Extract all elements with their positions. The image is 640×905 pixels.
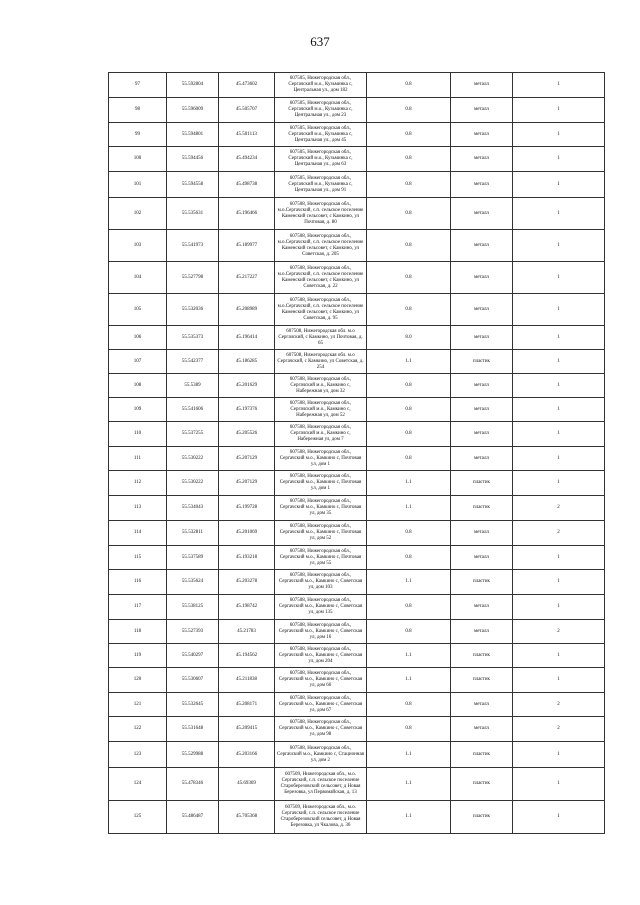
table-row (109, 595, 605, 620)
address-cell: 607508, Нижегородская обл., Сергачский м.о., Камкино с, Советская ул, дом 135 (275, 595, 367, 620)
longitude-cell: 45.189977 (219, 230, 275, 262)
table-row (109, 374, 605, 398)
count-cell: 2 (513, 496, 605, 521)
address-cell: 607508, Нижегородская обл., м.о.Сергачский, с.п. сельское поселение Каменский сельсовет, с Камкино, ул Советская, д. 95 (275, 294, 367, 326)
row-number: 109 (109, 398, 167, 422)
latitude-cell: 55.592804 (167, 73, 219, 98)
table-row (109, 147, 605, 172)
address-cell: 607508, Нижегородская обл., Сергачский м.о., Камкино с, Советская ул, дом 16 (275, 620, 367, 644)
table-row (109, 294, 605, 326)
table-row (109, 644, 605, 668)
material-cell: металл (451, 717, 513, 742)
count-cell: 1 (513, 447, 605, 471)
address-cell: 607505, Нижегородская обл., Сергачский м.о., Кузьминка с, Центральная ул., дом 45 (275, 123, 367, 147)
material-cell: пластик (451, 668, 513, 693)
row-number: 100 (109, 147, 167, 172)
material-cell: металл (451, 521, 513, 546)
count-cell: 1 (513, 471, 605, 496)
row-number: 101 (109, 172, 167, 198)
count-cell: 1 (513, 326, 605, 350)
longitude-cell: 45.197376 (219, 398, 275, 422)
material-cell: металл (451, 294, 513, 326)
volume-cell: 0.8 (367, 398, 451, 422)
volume-cell: 1.1 (367, 801, 451, 834)
count-cell: 1 (513, 172, 605, 198)
address-cell: 607508, Нижегородская обл., м.о.Сергачский, с.п. сельское поселение Каменский сельсовет, с Камкино, ул Советская, д. 205 (275, 230, 367, 262)
count-cell: 1 (513, 570, 605, 595)
row-number: 123 (109, 742, 167, 768)
latitude-cell: 55.527393 (167, 620, 219, 644)
latitude-cell: 55.541973 (167, 230, 219, 262)
row-number: 118 (109, 620, 167, 644)
volume-cell: 1.1 (367, 496, 451, 521)
volume-cell: 1.1 (367, 570, 451, 595)
row-number: 99 (109, 123, 167, 147)
table-row (109, 546, 605, 570)
count-cell: 2 (513, 693, 605, 717)
table-body (109, 73, 605, 834)
material-cell: металл (451, 262, 513, 294)
count-cell: 1 (513, 742, 605, 768)
count-cell: 1 (513, 422, 605, 447)
row-number: 106 (109, 326, 167, 350)
latitude-cell: 55.596009 (167, 98, 219, 123)
row-number: 113 (109, 496, 167, 521)
row-number: 122 (109, 717, 167, 742)
row-number: 117 (109, 595, 167, 620)
longitude-cell: 45.205526 (219, 422, 275, 447)
row-number: 119 (109, 644, 167, 668)
address-cell: 607508, Нижегородская обл., Сергачский м.о., Камкино с, Почтовая ул, дом 1 (275, 447, 367, 471)
longitude-cell: 45.69369 (219, 768, 275, 801)
longitude-cell: 45.186285 (219, 350, 275, 374)
volume-cell: 8.0 (367, 326, 451, 350)
volume-cell: 0.8 (367, 123, 451, 147)
volume-cell: 0.8 (367, 693, 451, 717)
volume-cell: 1.1 (367, 350, 451, 374)
material-cell: пластик (451, 742, 513, 768)
volume-cell: 0.8 (367, 717, 451, 742)
row-number: 105 (109, 294, 167, 326)
count-cell: 1 (513, 768, 605, 801)
longitude-cell: 45.498738 (219, 172, 275, 198)
longitude-cell: 45.473602 (219, 73, 275, 98)
count-cell: 1 (513, 262, 605, 294)
volume-cell: 0.8 (367, 546, 451, 570)
longitude-cell: 45.207129 (219, 471, 275, 496)
volume-cell: 0.8 (367, 198, 451, 230)
material-cell: металл (451, 447, 513, 471)
longitude-cell: 45.207129 (219, 447, 275, 471)
table-row (109, 262, 605, 294)
row-number: 103 (109, 230, 167, 262)
table-row (109, 620, 605, 644)
latitude-cell: 55.531648 (167, 717, 219, 742)
row-number: 112 (109, 471, 167, 496)
address-cell: 607508, Нижегородская обл., Сергачский м.о., Камкино с, Советская ул, дом 103 (275, 570, 367, 595)
address-cell: 607508, Нижегородская обл., Сергачский м.о., Камкино с, Почтовая ул, дом 55 (275, 546, 367, 570)
latitude-cell: 55.532811 (167, 521, 219, 546)
longitude-cell: 45.201069 (219, 521, 275, 546)
address-cell: 607508, Нижегородская обл., Сергачский м.о., Камкино с, Почтовая ул, дом 52 (275, 521, 367, 546)
latitude-cell: 55.530607 (167, 668, 219, 693)
longitude-cell: 45.203278 (219, 570, 275, 595)
table-row (109, 521, 605, 546)
material-cell: металл (451, 374, 513, 398)
address-cell: 607509, Нижегородская обл., м.о. Сергачский, с.п. сельское поселение Староберезовский сельсовет, д Новая Березовка, ул Чкалова, д. 36 (275, 801, 367, 834)
count-cell: 2 (513, 620, 605, 644)
latitude-cell: 55.594456 (167, 147, 219, 172)
material-cell: металл (451, 230, 513, 262)
row-number: 111 (109, 447, 167, 471)
row-number: 115 (109, 546, 167, 570)
address-cell: 607508, Нижегородская обл., м.о.Сергачский, с.п. сельское поселение Каменский сельсовет, с Камкино, ул Почтовая, д. 80 (275, 198, 367, 230)
latitude-cell: 55.538125 (167, 595, 219, 620)
address-cell: 607509, Нижегородская обл., м.о. Сергачский, с.п. сельское поселение Староберезовский сельсовет, д Новая Березовка, ул Первомайская, д. 13 (275, 768, 367, 801)
table-row (109, 398, 605, 422)
volume-cell: 0.8 (367, 422, 451, 447)
material-cell: пластик (451, 496, 513, 521)
table-row (109, 350, 605, 374)
longitude-cell: 45.494234 (219, 147, 275, 172)
latitude-cell: 55.535373 (167, 326, 219, 350)
row-number: 120 (109, 668, 167, 693)
address-cell: 607505, Нижегородская обл., Сергачский м.о., Кузьминка с, Центральная ул., дом 63 (275, 147, 367, 172)
material-cell: пластик (451, 768, 513, 801)
container-sites-table (108, 72, 605, 834)
address-cell: 607505, Нижегородская обл., Сергачский м.о., Кузьминка с, Центральная ул., дом 91 (275, 172, 367, 198)
material-cell: металл (451, 123, 513, 147)
address-cell: 607508, Нижегородская обл., м.о.Сергачский, с.п. сельское поселение Каменский сельсовет, с Камкино, ул Советская, д. 22 (275, 262, 367, 294)
longitude-cell: 45.194562 (219, 644, 275, 668)
volume-cell: 1.1 (367, 471, 451, 496)
longitude-cell: 45.196414 (219, 326, 275, 350)
table-row (109, 742, 605, 768)
material-cell: металл (451, 147, 513, 172)
longitude-cell: 45.203166 (219, 742, 275, 768)
address-cell: 607508, Нижегородская обл., Сергачский м.о., Камкино с, Советская ул, дом 66 (275, 668, 367, 693)
count-cell: 1 (513, 374, 605, 398)
material-cell: металл (451, 422, 513, 447)
material-cell: пластик (451, 801, 513, 834)
longitude-cell: 45.211838 (219, 668, 275, 693)
latitude-cell: 55.535624 (167, 570, 219, 595)
longitude-cell: 45.198742 (219, 595, 275, 620)
volume-cell: 0.8 (367, 230, 451, 262)
volume-cell: 0.8 (367, 147, 451, 172)
address-cell: 607508, Нижегородская обл., Сергачский м.о., Камкино с, Набережная ул, дом 52 (275, 398, 367, 422)
material-cell: пластик (451, 350, 513, 374)
material-cell: металл (451, 326, 513, 350)
longitude-cell: 45.501113 (219, 123, 275, 147)
volume-cell: 0.8 (367, 374, 451, 398)
longitude-cell: 45.208171 (219, 693, 275, 717)
volume-cell: 0.8 (367, 595, 451, 620)
count-cell: 1 (513, 294, 605, 326)
row-number: 121 (109, 693, 167, 717)
latitude-cell: 55.486487 (167, 801, 219, 834)
table-row (109, 230, 605, 262)
material-cell: металл (451, 595, 513, 620)
latitude-cell: 55.594801 (167, 123, 219, 147)
count-cell: 1 (513, 546, 605, 570)
volume-cell: 0.8 (367, 73, 451, 98)
address-cell: 607508, Нижегородская обл., Сергачский м.о., Камкино с, Советская ул, дом 67 (275, 693, 367, 717)
address-cell: 607508, Нижегородская обл., Сергачский м.о., Камкино с, Советская ул, дом 98 (275, 717, 367, 742)
latitude-cell: 55.532645 (167, 693, 219, 717)
address-cell: 607505, Нижегородская обл., Сергачский м.о., Кузьминка с, Центральная ул., дом 23 (275, 98, 367, 123)
latitude-cell: 55.537255 (167, 422, 219, 447)
row-number: 98 (109, 98, 167, 123)
table-row (109, 801, 605, 834)
row-number: 102 (109, 198, 167, 230)
address-cell: 607508, Нижегородская обл., Сергачский м.о., Камкино с, Набережная ул, дом 32 (275, 374, 367, 398)
table-row (109, 471, 605, 496)
material-cell: пластик (451, 570, 513, 595)
row-number: 107 (109, 350, 167, 374)
latitude-cell: 55.542377 (167, 350, 219, 374)
address-cell: 607508, Нижегородская обл. м.о Сергачский, с Камкино, ул Советская, д. 254 (275, 350, 367, 374)
volume-cell: 0.8 (367, 620, 451, 644)
material-cell: металл (451, 172, 513, 198)
latitude-cell: 55.541606 (167, 398, 219, 422)
longitude-cell: 45.21783 (219, 620, 275, 644)
row-number: 108 (109, 374, 167, 398)
address-cell: 607508, Нижегородская обл. м.о Сергачский, с Камкино, ул Почтовая, д. 65 (275, 326, 367, 350)
count-cell: 1 (513, 198, 605, 230)
material-cell: металл (451, 693, 513, 717)
count-cell: 2 (513, 521, 605, 546)
table-row (109, 717, 605, 742)
address-cell: 607508, Нижегородская обл., Сергачский м.о., Камкино с, Стационная ул, дом 2 (275, 742, 367, 768)
table-row (109, 123, 605, 147)
table-row (109, 73, 605, 98)
row-number: 125 (109, 801, 167, 834)
table-row (109, 98, 605, 123)
table-row (109, 198, 605, 230)
latitude-cell: 55.527798 (167, 262, 219, 294)
volume-cell: 1.1 (367, 768, 451, 801)
table-row (109, 668, 605, 693)
address-cell: 607505, Нижегородская обл., Сергачский м.о., Кузьминка с, Центральная ул., дом 182 (275, 73, 367, 98)
volume-cell: 0.8 (367, 294, 451, 326)
volume-cell: 0.8 (367, 521, 451, 546)
count-cell: 2 (513, 717, 605, 742)
row-number: 104 (109, 262, 167, 294)
count-cell: 1 (513, 73, 605, 98)
table-row (109, 172, 605, 198)
material-cell: металл (451, 198, 513, 230)
count-cell: 1 (513, 801, 605, 834)
count-cell: 1 (513, 230, 605, 262)
latitude-cell: 55.529988 (167, 742, 219, 768)
longitude-cell: 45.196466 (219, 198, 275, 230)
count-cell: 1 (513, 147, 605, 172)
volume-cell: 1.1 (367, 668, 451, 693)
table-row (109, 326, 605, 350)
count-cell: 1 (513, 98, 605, 123)
table-row (109, 693, 605, 717)
longitude-cell: 45.199728 (219, 496, 275, 521)
row-number: 114 (109, 521, 167, 546)
latitude-cell: 55.540297 (167, 644, 219, 668)
longitude-cell: 45.217227 (219, 262, 275, 294)
address-cell: 607508, Нижегородская обл., Сергачский м.о., Камкино с, Почтовая ул, дом 35 (275, 496, 367, 521)
volume-cell: 1.1 (367, 644, 451, 668)
material-cell: пластик (451, 644, 513, 668)
volume-cell: 0.8 (367, 447, 451, 471)
volume-cell: 0.8 (367, 98, 451, 123)
row-number: 116 (109, 570, 167, 595)
row-number: 124 (109, 768, 167, 801)
longitude-cell: 45.208989 (219, 294, 275, 326)
count-cell: 1 (513, 123, 605, 147)
latitude-cell: 55.535631 (167, 198, 219, 230)
address-cell: 607508, Нижегородская обл., Сергачский м.о., Камкино с, Почтовая ул, дом 1 (275, 471, 367, 496)
material-cell: металл (451, 620, 513, 644)
latitude-cell: 55.530222 (167, 471, 219, 496)
latitude-cell: 55.537589 (167, 546, 219, 570)
row-number: 110 (109, 422, 167, 447)
row-number: 97 (109, 73, 167, 98)
material-cell: металл (451, 546, 513, 570)
volume-cell: 0.8 (367, 262, 451, 294)
table-row (109, 422, 605, 447)
material-cell: пластик (451, 471, 513, 496)
volume-cell: 0.8 (367, 172, 451, 198)
count-cell: 1 (513, 350, 605, 374)
table-row (109, 447, 605, 471)
latitude-cell: 55.530222 (167, 447, 219, 471)
count-cell: 1 (513, 668, 605, 693)
latitude-cell: 55.532036 (167, 294, 219, 326)
page-number: 637 (310, 34, 330, 49)
table-row (109, 496, 605, 521)
longitude-cell: 45.193218 (219, 546, 275, 570)
count-cell: 1 (513, 398, 605, 422)
count-cell: 1 (513, 595, 605, 620)
table-row (109, 570, 605, 595)
longitude-cell: 45.505707 (219, 98, 275, 123)
address-cell: 607508, Нижегородская обл., Сергачский м.о., Камкино с, Советская ул, дом 204 (275, 644, 367, 668)
latitude-cell: 55.5389 (167, 374, 219, 398)
latitude-cell: 55.534043 (167, 496, 219, 521)
material-cell: металл (451, 98, 513, 123)
material-cell: металл (451, 73, 513, 98)
count-cell: 1 (513, 644, 605, 668)
table-row (109, 768, 605, 801)
latitude-cell: 55.478346 (167, 768, 219, 801)
volume-cell: 1.1 (367, 742, 451, 768)
longitude-cell: 45.209415 (219, 717, 275, 742)
longitude-cell: 45.201629 (219, 374, 275, 398)
longitude-cell: 45.705368 (219, 801, 275, 834)
latitude-cell: 55.594558 (167, 172, 219, 198)
material-cell: металл (451, 398, 513, 422)
address-cell: 607508, Нижегородская обл., Сергачский м.о., Камкино с, Набережная ул, дом 7 (275, 422, 367, 447)
